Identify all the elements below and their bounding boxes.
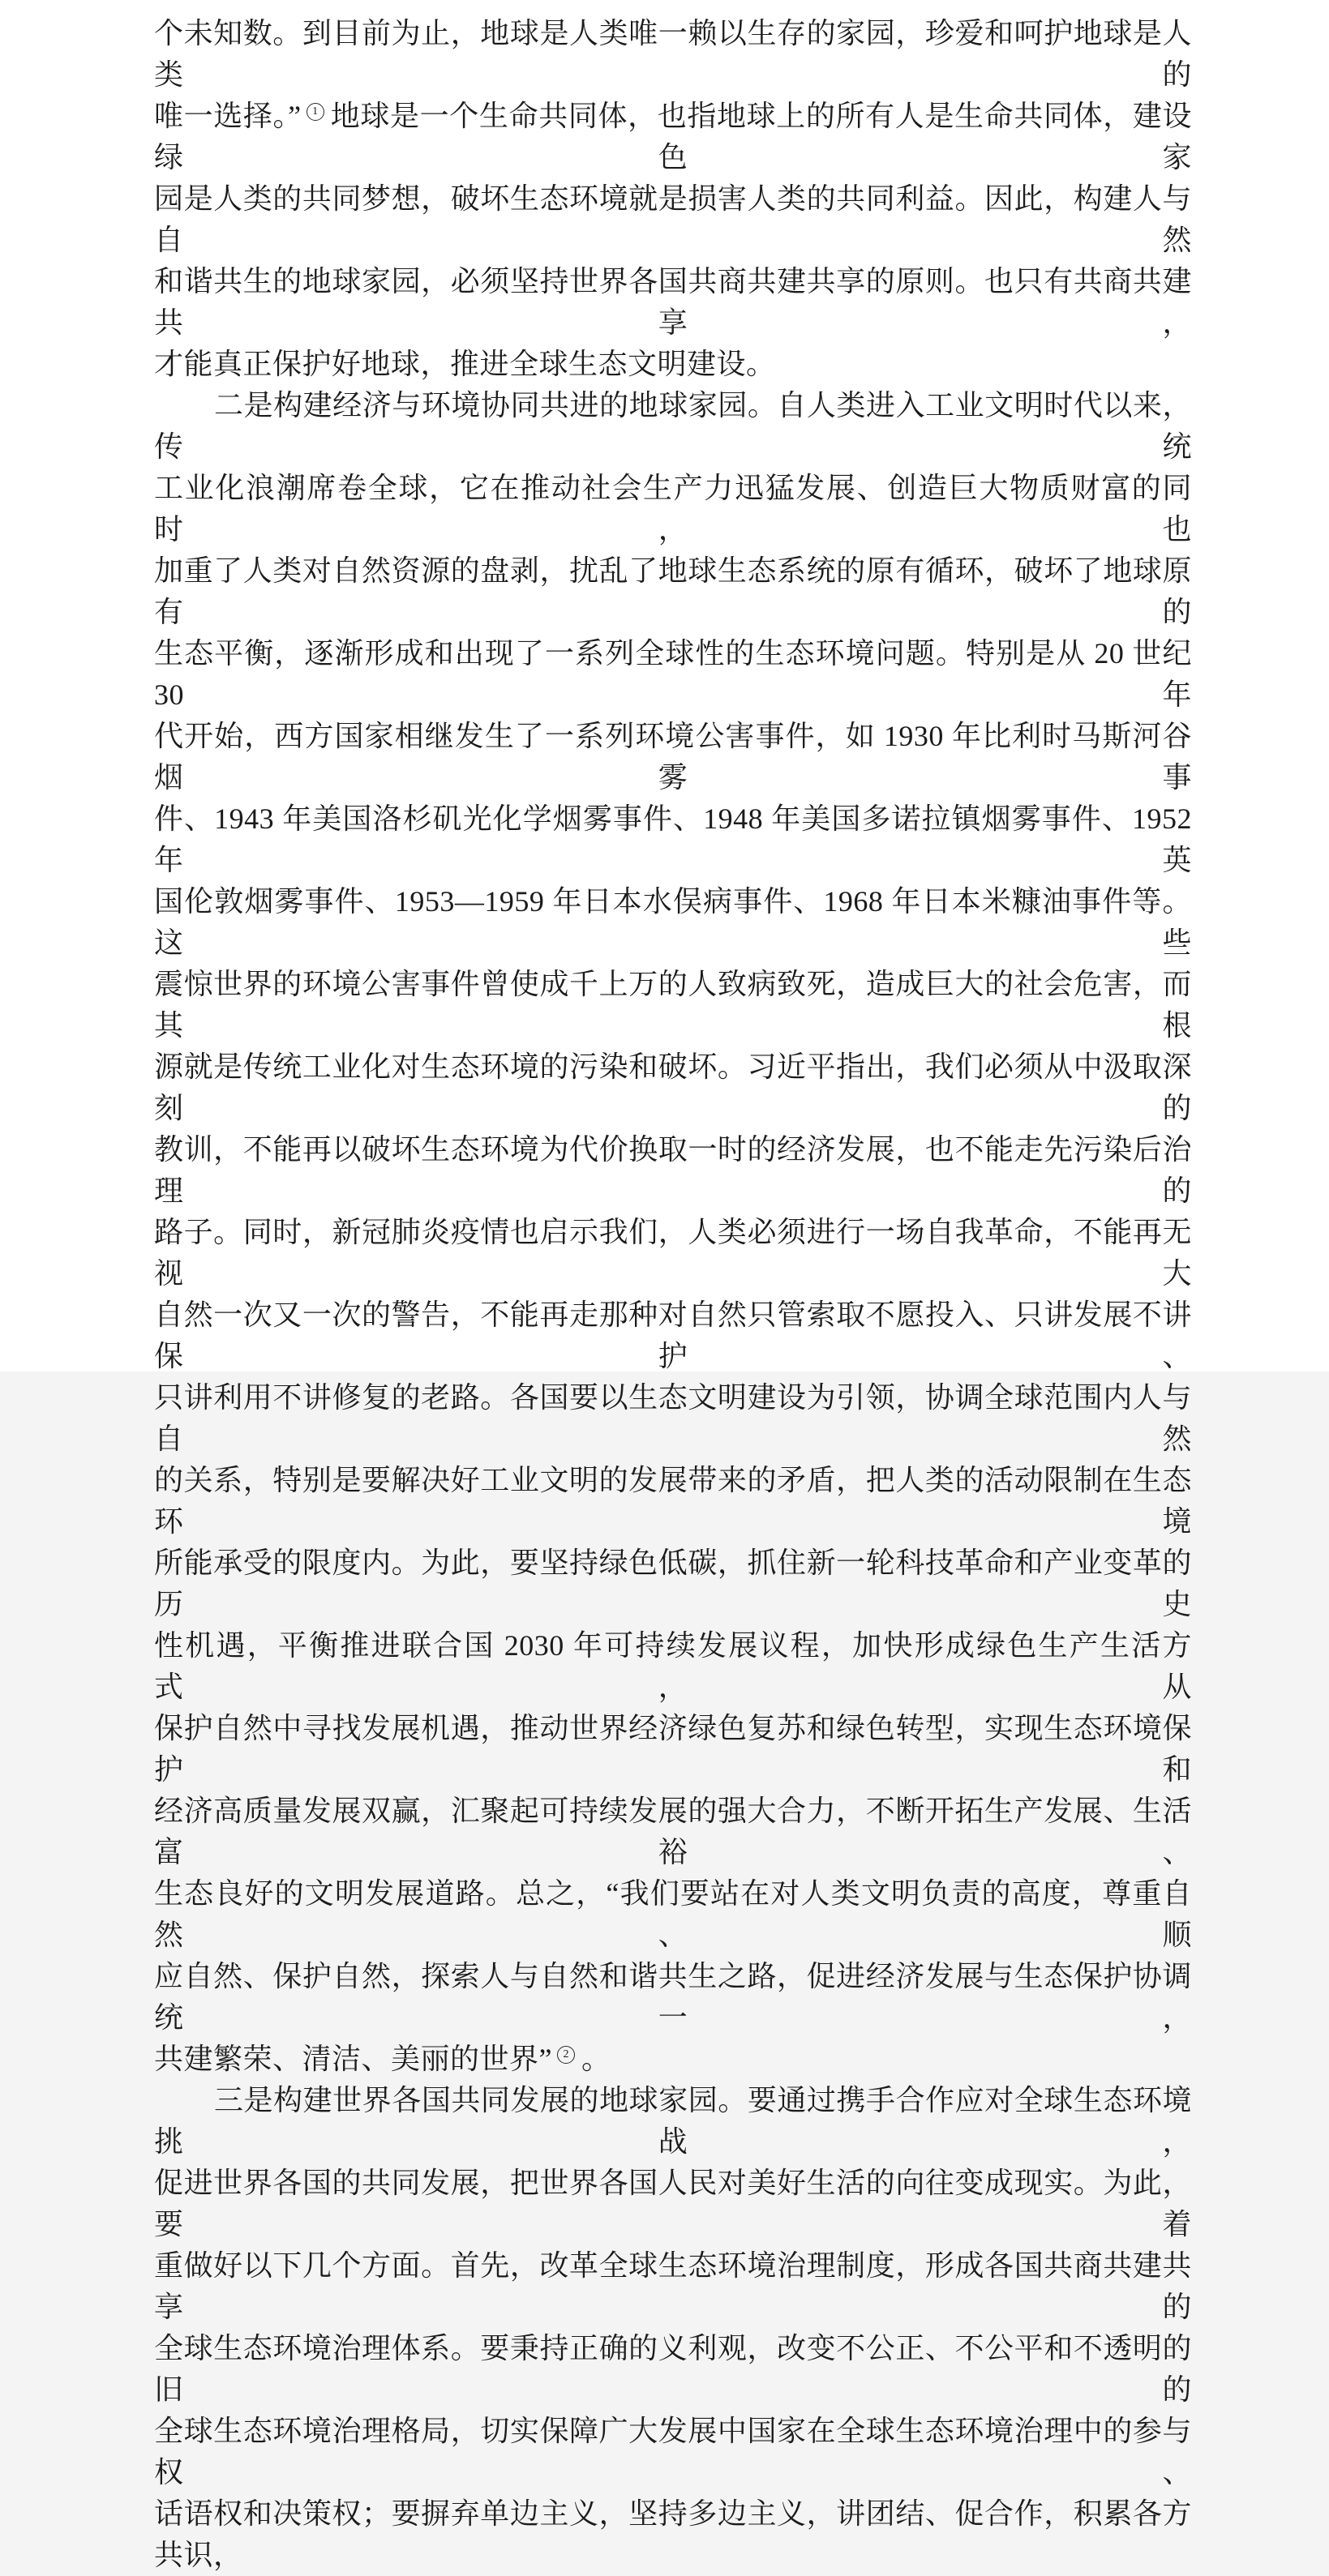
text-line: 生态平衡，逐渐形成和出现了一系列全球性的生态环境问题。特别是从 20 世纪 30 年: [154, 637, 1192, 711]
text-line: 的关系，特别是要解决好工业文明的发展带来的矛盾，把人类的活动限制在生态环境: [154, 1464, 1192, 1538]
text-line: 自然一次又一次的警告，不能再走那种对自然只管索取不愿投入、只讲发展不讲保护、: [154, 1299, 1192, 1372]
text-line: 重做好以下几个方面。首先，改革全球生态环境治理制度，形成各国共商共建共享的: [154, 2249, 1192, 2323]
body-text: [154, 13, 1192, 2576]
text-line: 性机遇，平衡推进联合国 2030 年可持续发展议程，加快形成绿色生产生活方式，从: [154, 1629, 1192, 1703]
paragraph-2: [154, 385, 1192, 2080]
text-line: 只讲利用不讲修复的老路。各国要以生态文明建设为引领，协调全球范围内人与自然: [154, 1381, 1192, 1455]
text-line: 教训，不能再以破坏生态环境为代价换取一时的经济发展，也不能走先污染后治理的: [154, 1133, 1192, 1207]
footnote-ref-2: 2: [557, 2046, 575, 2064]
text-line: 经济高质量发展双赢，汇聚起可持续发展的强大合力，不断开拓生产发展、生活富裕、: [154, 1795, 1192, 1868]
text-line: 应自然、保护自然，探索人与自然和谐共生之路，促进经济发展与生态保护协调统一，: [154, 1960, 1192, 2034]
paragraph-3: [154, 2080, 1192, 2576]
text-line: 唯一选择。” 1 地球是一个生命共同体，也指地球上的所有人是生命共同体，建设绿色家: [154, 100, 1192, 173]
text-line: 震惊世界的环境公害事件曾使成千上万的人致病致死，造成巨大的社会危害，而其根: [154, 968, 1192, 1042]
text-line: 园是人类的共同梦想，破坏生态环境就是损害人类的共同利益。因此，构建人与自然: [154, 182, 1192, 256]
text-line: 工业化浪潮席卷全球，它在推动社会生产力迅猛发展、创造巨大物质财富的同时，也: [154, 472, 1192, 546]
text-line: 才能真正保护好地球，推进全球生态文明建设。: [154, 348, 776, 380]
text-line: 加重了人类对自然资源的盘剥，扰乱了地球生态系统的原有循环，破坏了地球原有的: [154, 554, 1192, 628]
footnote-ref-1: 1: [307, 103, 324, 121]
text-line: 全球生态环境治理格局，切实保障广大发展中国家在全球生态环境治理中的参与权、: [154, 2415, 1192, 2488]
text-line: 源就是传统工业化对生态环境的污染和破坏。习近平指出，我们必须从中汲取深刻的: [154, 1051, 1192, 1124]
text-line: 生态良好的文明发展道路。总之，“我们要站在对人类文明负责的高度，尊重自然、顺: [154, 1877, 1192, 1951]
text-line: 全球生态环境治理体系。要秉持正确的义利观，改变不公正、不公平和不透明的旧的: [154, 2332, 1192, 2406]
text-line: 二是构建经济与环境协同共进的地球家园。自人类进入工业文明时代以来，传统: [154, 389, 1192, 463]
text-line: 促进世界各国的共同发展，把世界各国人民对美好生活的向往变成现实。为此，要着: [154, 2167, 1192, 2240]
text-line: 话语权和决策权；要摒弃单边主义，坚持多边主义，讲团结、促合作，积累各方共识，: [154, 2497, 1192, 2571]
text-line: 件、1943 年美国洛杉矶光化学烟雾事件、1948 年美国多诺拉镇烟雾事件、1952 年英: [154, 802, 1192, 876]
text-line: 个未知数。到目前为止，地球是人类唯一赖以生存的家园，珍爱和呵护地球是人类的: [154, 17, 1192, 91]
text-line: 国伦敦烟雾事件、1953—1959 年日本水俣病事件、1968 年日本米糠油事件等。这些: [154, 885, 1192, 959]
text-line: 和谐共生的地球家园，必须坚持世界各国共商共建共享的原则。也只有共商共建共享，: [154, 265, 1192, 339]
text-line: 三是构建世界各国共同发展的地球家园。要通过携手合作应对全球生态环境挑战，: [154, 2084, 1192, 2158]
text-line: 代开始，西方国家相继发生了一系列环境公害事件，如 1930 年比利时马斯河谷烟雾事: [154, 720, 1192, 794]
text-line: 所能承受的限度内。为此，要坚持绿色低碳，抓住新一轮科技革命和产业变革的历史: [154, 1547, 1192, 1620]
text-line: 共建繁荣、清洁、美丽的世界” 2 。: [154, 2043, 611, 2075]
paragraph-1: [154, 13, 1192, 385]
text-line: 路子。同时，新冠肺炎疫情也启示我们，人类必须进行一场自我革命，不能再无视大: [154, 1216, 1192, 1290]
text-line: 保护自然中寻找发展机遇，推动世界经济绿色复苏和绿色转型，实现生态环境保护和: [154, 1712, 1192, 1786]
